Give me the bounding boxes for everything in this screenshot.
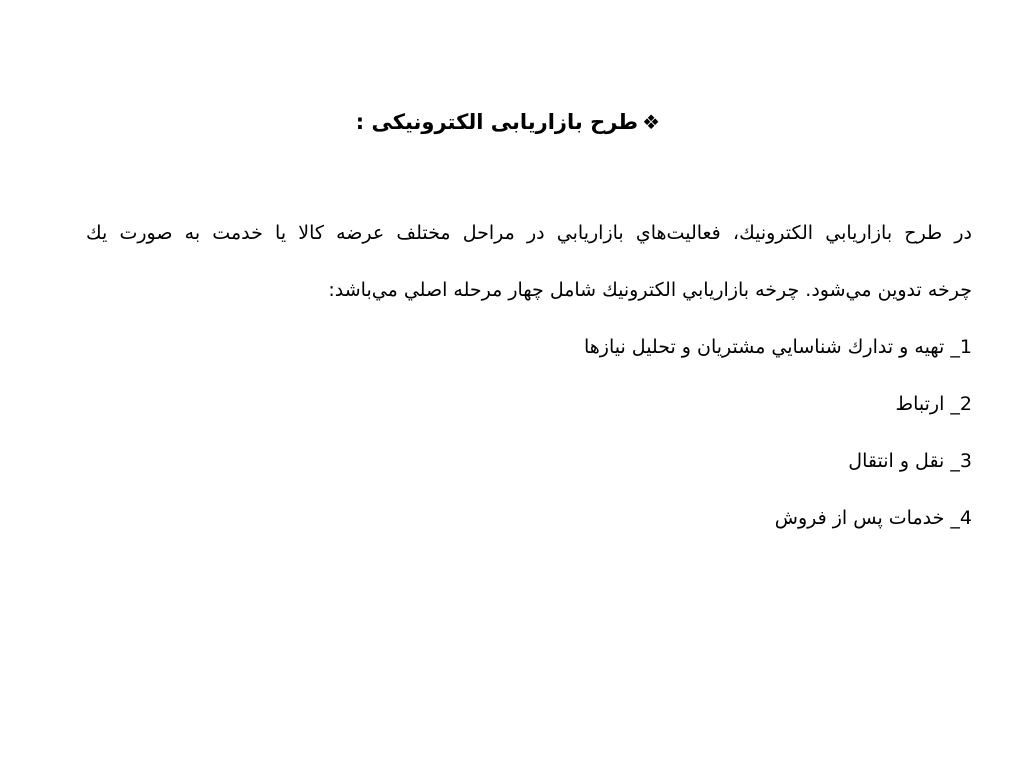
slide-body <box>86 213 972 555</box>
list-item <box>86 327 972 384</box>
diamond-bullet-icon: ❖ <box>642 110 660 134</box>
list-item <box>86 498 972 555</box>
list-item-label: ارتباط <box>895 393 945 415</box>
paragraph-line-2: چرخه تدوين مي‌شود. چرخه بازاريابي الكترونيك شامل چهار مرحله اصلي مي‌باشد: <box>328 279 972 301</box>
list-item-number: 2_ <box>950 393 972 415</box>
list-item-number: 3_ <box>950 450 972 472</box>
slide-title-text: طرح بازاریابی الکترونیکی : <box>355 110 639 134</box>
list-item-label: خدمات پس از فروش <box>774 507 945 529</box>
list-item-label: نقل و انتقال <box>848 450 945 472</box>
paragraph-line-1: در طرح بازاريابي الكترونيك، فعاليت‌هاي بازاريابي در مراحل مختلف عرضه كالا يا خدمت به صورت يك <box>86 222 972 244</box>
list-item-number: 4_ <box>950 507 972 529</box>
list-item <box>86 441 972 498</box>
slide-title <box>330 104 660 140</box>
list-item-number: 1_ <box>950 336 972 358</box>
list-item <box>86 384 972 441</box>
list-item-label: تهيه و تدارك شناسايي مشتريان و تحليل نيازها <box>583 336 945 358</box>
